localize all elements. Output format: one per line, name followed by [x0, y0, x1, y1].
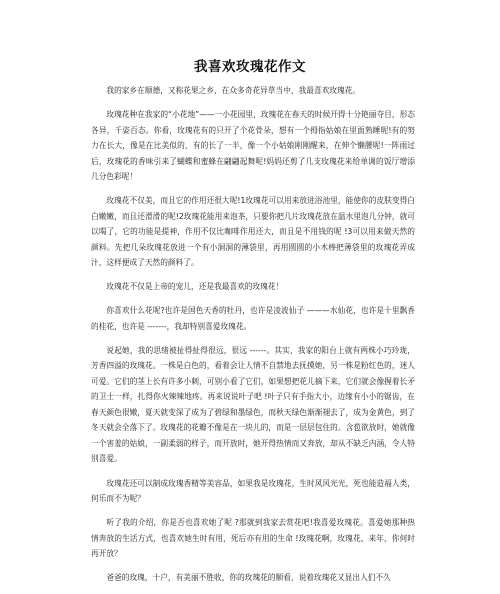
paragraph: 你喜欢什么花呢?也许是国色天香的牡丹，也许是凌波仙子 ———水仙花，也许是十里飘香的桂花，也许是 -------，我却特别喜爱玫瑰花。 — [91, 306, 415, 331]
paragraph: 玫瑰花不仅美，而且它的作用还很大呢!1玫瑰花可以用来放进浴池里，能使你的皮肤变得白白嫩嫩，而且还滑滑的呢!2玫瑰花能用来泡茶，只要你把几片玫瑰花放在温水里泡几分钟，就可以喝了，它的功能是提神，作用不仅比咖啡作用还大，而且是不用钱的呢 !3可以用来做天然的颜料。先把几朵玫瑰花放进一个有小洞洞的薄袋里，再用圆圆的小木棒把薄袋里的玫瑰花弄成汁，这样便成了天然的颜料了。 — [91, 196, 415, 268]
paragraph: 听了我的介绍，你是否也喜欢她了呢 ?那就到我家去赏花吧!我喜爱玫瑰花。喜爱她那种热情奔放的生活方式，也喜欢她生时有用，死后亦有用的生命 !玫瑰花啊，玫瑰花，来年，你何时再开放？ — [91, 518, 415, 559]
paragraph: 玫瑰花不仅是上帝的宠儿，还是我最喜欢的玫瑰花！ — [106, 282, 284, 292]
paragraph: 玫瑰花种在我家的“小花地”——一小花园里，玫瑰花在春天的时候开得十分艳丽夺目，形态各异，千姿百态。你看，玫瑰花有的只开了个花骨朵，想有一个拇指姑娘在里面熟睡呢!有的努力在长大，像是在比美似的，有的长了一半，像一个小姑娘刚刚醒来，在伸个懒腰呢!一阵雨过后，玫瑰花的香味引来了蝴蝶和蜜蜂在翩翩起舞呢!妈妈还剪了几支玫瑰花来给单调的饭厅增添几分色彩呢！ — [91, 110, 415, 182]
paragraph: 我的家乡在顺德，又称花果之乡，在众多奇花异草当中，我最喜欢玫瑰花。 — [106, 86, 361, 95]
document-body — [91, 83, 415, 594]
document-title: 我喜欢玫瑰花作文 — [194, 59, 306, 75]
paragraph: 爸爸的玫瑰，十户，有美丽不胜收，你的玫瑰花的顺看，说着玫瑰花又显出人们不久 — [106, 573, 391, 583]
paragraph: 玫瑰花还可以制成玫瑰香精等美容品，如果我是玫瑰花，生时风风光光，死也能造福人类，何乐而不为呢？ — [91, 478, 415, 504]
paragraph: 说起她，我的思绪被扯得扯得很远，很远 ------。其实，我家的阳台上就有两株小巧玲珑，芳香四溢的玫瑰花。一株是白色的，看着会让人情不自禁地去抚摸她，另一株是粉红色的，迷人可爱。它们的茎上长有许多小刺，可别小看了它们，如果想把花儿摘下来，它们就会像握着长矛的卫士一样，扎得你火辣辣地疼。再来说说叶子吧 !叶子只有手指大小，边缘有小小的锯齿，在春天颜色很嫩，夏天就变深了成为了碧绿和墨绿色，而秋天绿色渐渐褪去了，成为金黄色，到了冬天就会全落下了。玫瑰花的花瓣不像是在一块儿的，而是一层层包住的。含苞欲放时，她就像一个害羞的姑娘，一副柔弱的样子，而开放时，她开得热情而又奔放，却从不缺乏内涵，令人特别喜爱。 — [91, 345, 415, 464]
